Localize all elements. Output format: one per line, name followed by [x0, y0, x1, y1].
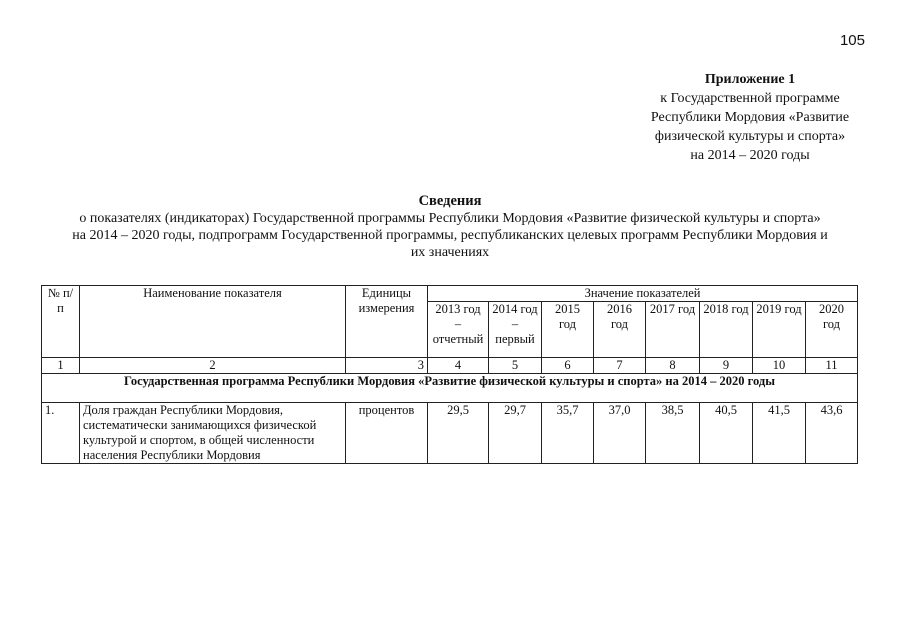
column-number: 5 [489, 358, 542, 374]
column-number-row [42, 358, 858, 374]
column-number: 7 [594, 358, 646, 374]
row-unit: процентов [346, 403, 428, 464]
row-value: 35,7 [542, 403, 594, 464]
table-row [42, 403, 858, 464]
row-value: 29,7 [489, 403, 542, 464]
row-value: 40,5 [700, 403, 753, 464]
column-number: 4 [428, 358, 489, 374]
column-number: 1 [42, 358, 80, 374]
appendix-title: Приложение 1 [704, 72, 796, 87]
appendix-line: на 2014 – 2020 годы [690, 148, 810, 163]
header-number: № п/п [42, 286, 80, 358]
row-value: 41,5 [753, 403, 806, 464]
header-year: 2018 год [700, 302, 753, 358]
header-year: 2015 год [542, 302, 594, 358]
column-number: 10 [753, 358, 806, 374]
header-year: 2017 год [646, 302, 700, 358]
header-year: 2014 год – первый [489, 302, 542, 358]
indicators-table [41, 285, 858, 464]
header-values-group: Значение показателей [428, 286, 858, 302]
appendix-line: к Государственной программе [660, 91, 840, 106]
row-value: 38,5 [646, 403, 700, 464]
column-number: 8 [646, 358, 700, 374]
heading-line: на 2014 – 2020 годы, подпрограмм Государственной программы, республиканских целевых программ Республики Мордовия и [72, 228, 828, 243]
column-number: 9 [700, 358, 753, 374]
heading-line: о показателях (индикаторах) Государственной программы Республики Мордовия «Развитие физической культуры и спорта» [79, 211, 821, 226]
section-row [42, 374, 858, 403]
header-year: 2013 год – отчетный [428, 302, 489, 358]
appendix-block [610, 70, 890, 165]
column-number: 2 [80, 358, 346, 374]
header-year: 2020 год [806, 302, 858, 358]
row-value: 43,6 [806, 403, 858, 464]
column-number: 11 [806, 358, 858, 374]
heading-line: их значениях [410, 245, 490, 260]
row-value: 29,5 [428, 403, 489, 464]
header-row-top [42, 286, 858, 302]
header-unit: Единицы измерения [346, 286, 428, 358]
appendix-line: физической культуры и спорта» [654, 129, 846, 144]
row-number: 1. [42, 403, 80, 464]
header-year: 2016 год [594, 302, 646, 358]
header-year: 2019 год [753, 302, 806, 358]
column-number: 3 [346, 358, 428, 374]
document-heading [20, 193, 880, 261]
page-number: 105 [839, 32, 865, 49]
row-indicator-name: Доля граждан Республики Мордовия, систематически занимающихся физической культурой и спортом, в общей численности населения Республики Мордовия [80, 403, 346, 464]
section-title: Государственная программа Республики Мордовия «Развитие физической культуры и спорта» на 2014 – 2020 годы [42, 374, 858, 403]
column-number: 6 [542, 358, 594, 374]
row-value: 37,0 [594, 403, 646, 464]
appendix-line: Республики Мордовия «Развитие [650, 110, 850, 125]
document-title: Сведения [418, 193, 482, 209]
header-name: Наименование показателя [80, 286, 346, 358]
